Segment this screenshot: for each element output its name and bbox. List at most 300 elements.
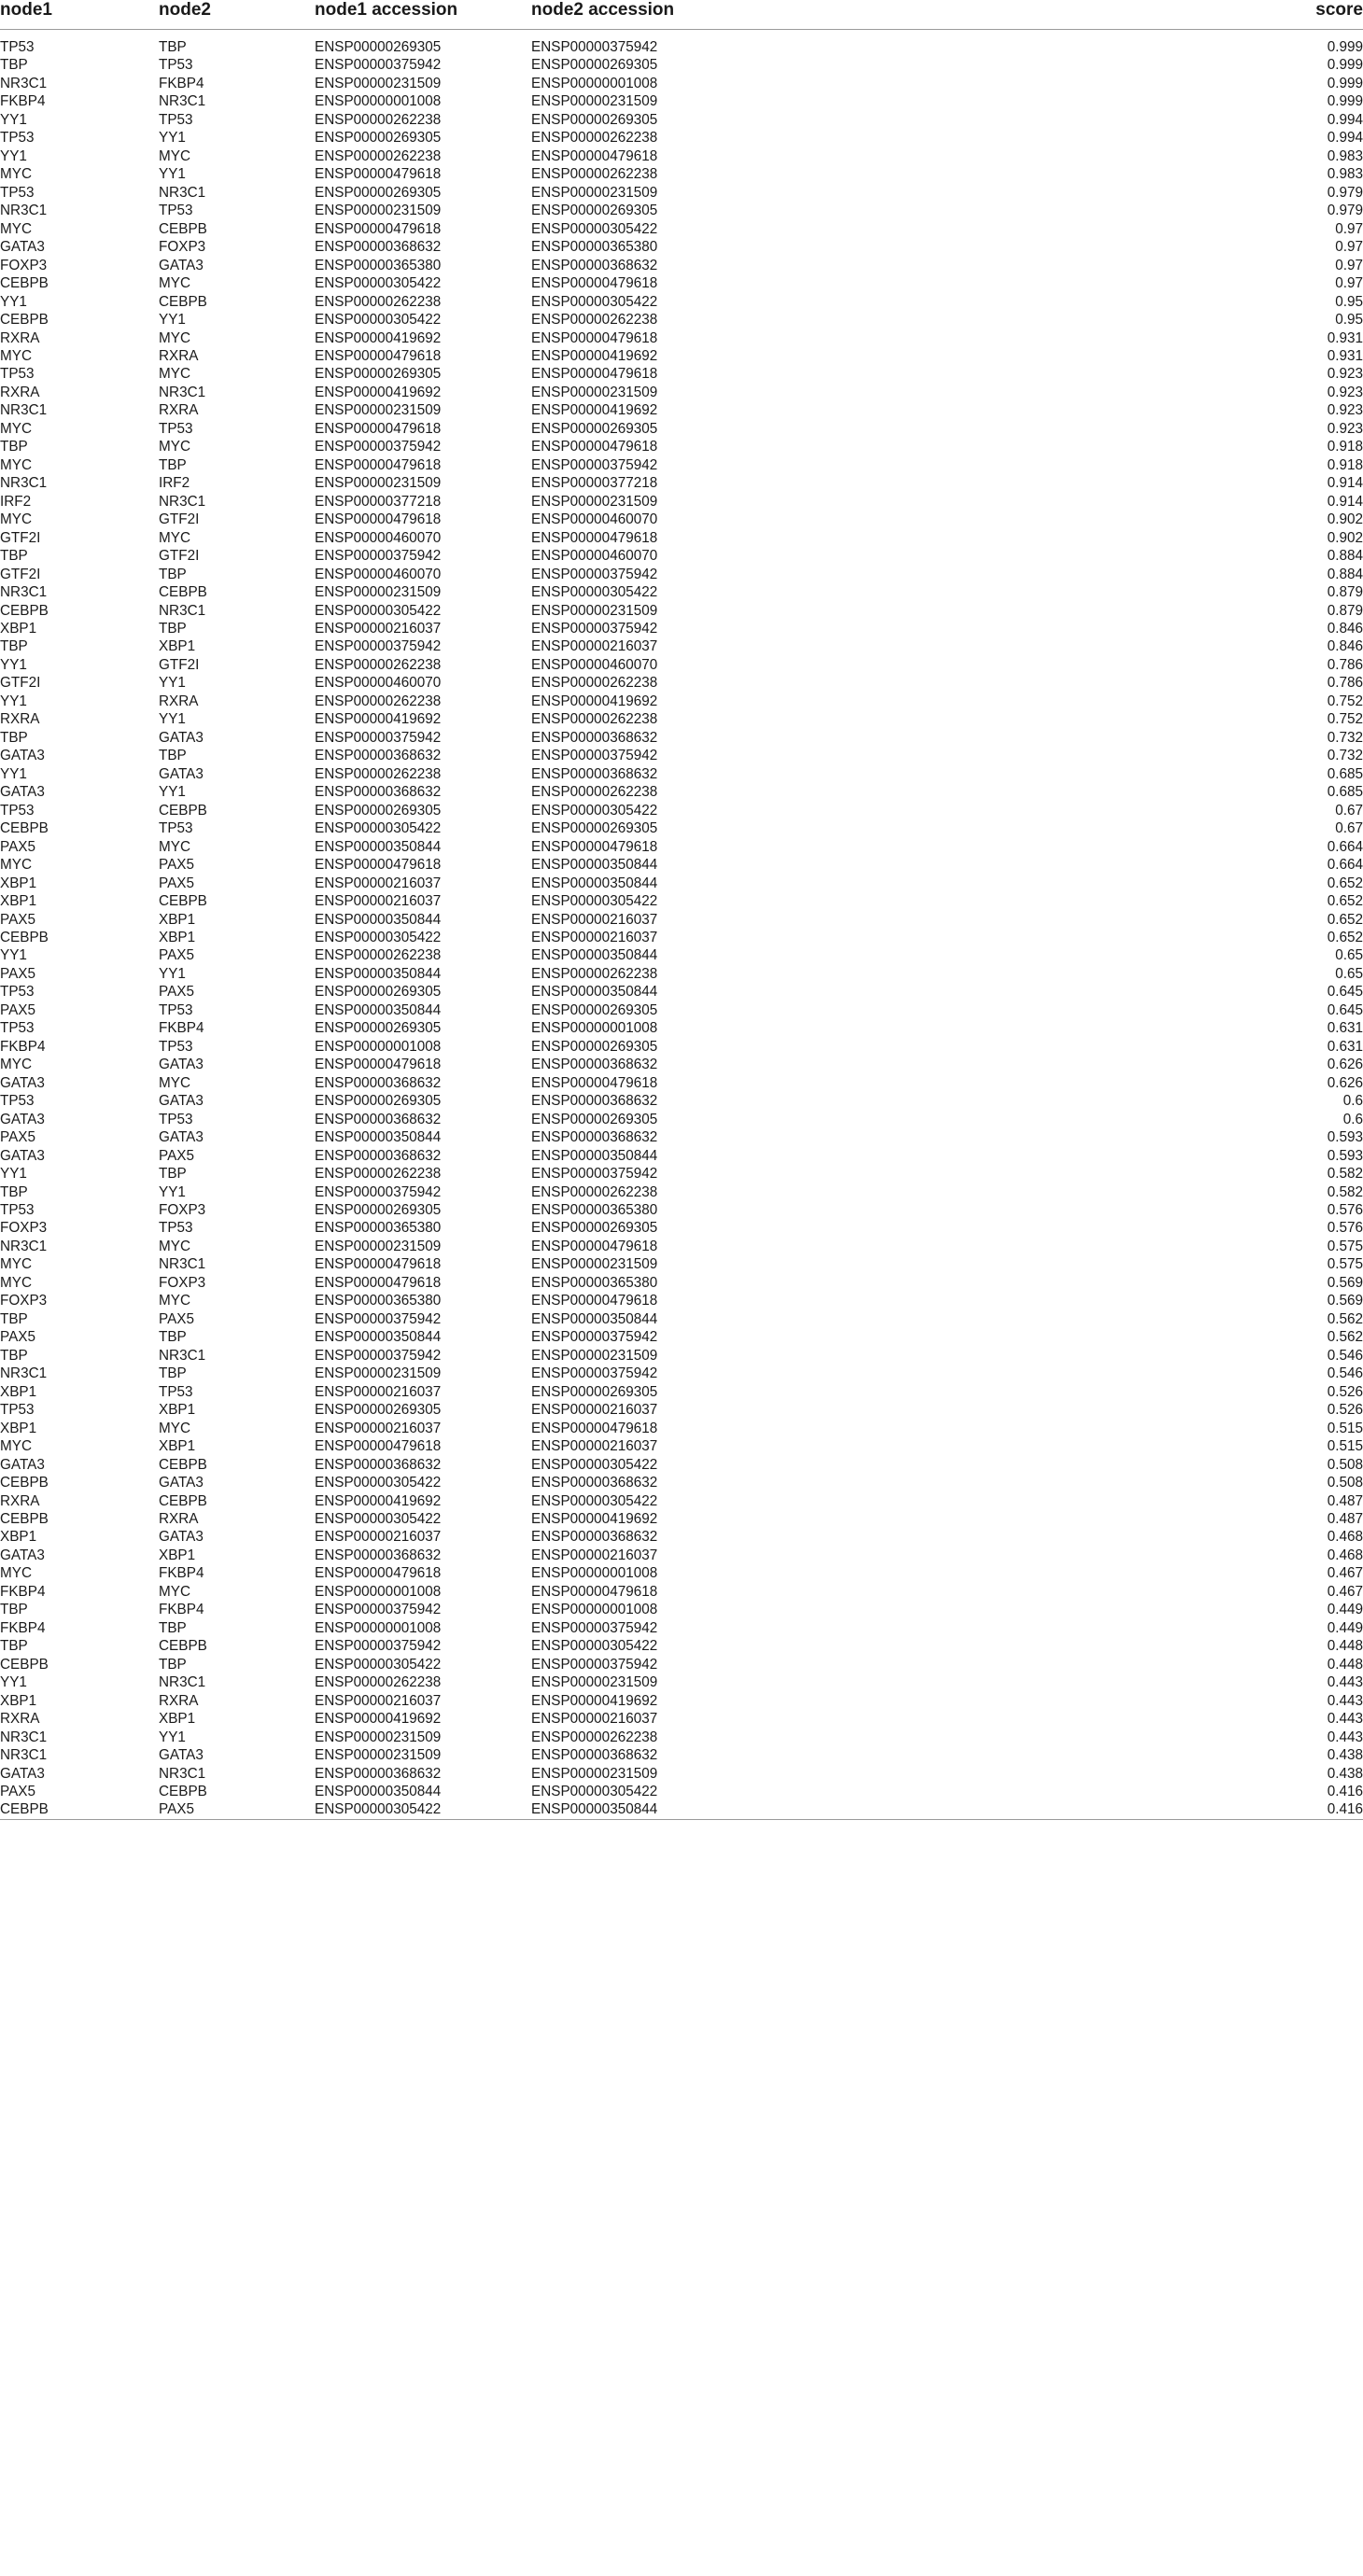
- score-cell: 0.582: [1327, 1166, 1363, 1183]
- table-row: [0, 220, 1363, 238]
- table-row: [0, 747, 1363, 764]
- node1-accession-cell: ENSP00000350844: [315, 1001, 442, 1018]
- node1-cell: YY1: [0, 293, 27, 310]
- node1-accession-cell: ENSP00000419692: [315, 384, 442, 400]
- node2-accession-cell: ENSP00000269305: [531, 111, 658, 128]
- node2-accession-cell: ENSP00000479618: [531, 275, 658, 292]
- table-row: [0, 1673, 1363, 1691]
- node1-cell: NR3C1: [0, 1238, 48, 1254]
- node2-accession-cell: ENSP00000377218: [531, 475, 658, 492]
- node1-accession-cell: ENSP00000375942: [315, 1638, 442, 1655]
- table-row: [0, 257, 1363, 274]
- score-cell: 0.994: [1327, 111, 1363, 128]
- table-row: [0, 656, 1363, 674]
- node2-cell: XBP1: [159, 911, 196, 928]
- header-node1-accession: node1 accession: [315, 0, 531, 30]
- node2-accession-cell: ENSP00000375942: [531, 456, 658, 473]
- node2-cell: TBP: [159, 1619, 187, 1636]
- node2-cell: TBP: [159, 566, 187, 582]
- node2-accession-cell: ENSP00000479618: [531, 1074, 658, 1091]
- score-cell: 0.468: [1327, 1547, 1363, 1563]
- score-cell: 0.438: [1327, 1765, 1363, 1782]
- node2-accession-cell: ENSP00000216037: [531, 1711, 658, 1728]
- table-row: [0, 1001, 1363, 1019]
- score-cell: 0.923: [1327, 402, 1363, 419]
- node1-cell: XBP1: [0, 1420, 37, 1436]
- node1-accession-cell: ENSP00000479618: [315, 857, 442, 874]
- table-row: [0, 274, 1363, 292]
- table-row: [0, 1347, 1363, 1365]
- score-cell: 0.732: [1327, 748, 1363, 764]
- node1-cell: CEBPB: [0, 1800, 159, 1819]
- table-row: [0, 1238, 1363, 1255]
- node2-cell: CEBPB: [159, 220, 207, 237]
- node1-cell: NR3C1: [0, 1365, 48, 1382]
- score-cell: 0.786: [1327, 656, 1363, 673]
- table-row: [0, 1765, 1363, 1783]
- node2-cell: GATA3: [159, 1529, 204, 1546]
- node2-cell: MYC: [159, 529, 190, 546]
- node2-accession-cell: ENSP00000305422: [531, 893, 658, 910]
- node1-cell: GTF2I: [0, 566, 41, 582]
- node2-accession-cell: ENSP00000479618: [531, 366, 658, 383]
- node1-cell: YY1: [0, 1674, 27, 1691]
- node2-accession-cell: ENSP00000305422: [531, 293, 658, 310]
- header-node2: node2: [159, 0, 315, 30]
- node2-cell: RXRA: [159, 1692, 199, 1709]
- node1-cell: PAX5: [0, 1129, 35, 1146]
- node2-cell: CEBPB: [159, 1456, 207, 1473]
- node2-accession-cell: ENSP00000216037: [531, 1438, 658, 1455]
- score-cell: 0.443: [1327, 1674, 1363, 1691]
- node2-cell: TBP: [159, 1656, 187, 1673]
- node2-accession-cell: ENSP00000350844: [531, 984, 658, 1001]
- node1-cell: MYC: [0, 511, 32, 528]
- score-cell: 0.67: [1335, 802, 1363, 819]
- node2-cell: GATA3: [159, 1129, 204, 1146]
- node1-accession-cell: ENSP00000001008: [315, 93, 442, 110]
- node2-accession-cell: ENSP00000231509: [531, 1765, 658, 1782]
- table-row: [0, 1637, 1363, 1655]
- node1-accession-cell: ENSP00000231509: [315, 1365, 442, 1382]
- node1-cell: MYC: [0, 1057, 32, 1073]
- node1-cell: MYC: [0, 1256, 32, 1273]
- table-row: [0, 1274, 1363, 1292]
- score-cell: 0.846: [1327, 638, 1363, 655]
- node1-cell: NR3C1: [0, 203, 48, 219]
- table-row: [0, 293, 1363, 311]
- node1-cell: TP53: [0, 366, 35, 383]
- node2-cell: TP53: [159, 1383, 193, 1400]
- table-row: [0, 1601, 1363, 1618]
- node2-accession-cell: ENSP00000262238: [531, 965, 658, 982]
- score-cell: 0.515: [1327, 1420, 1363, 1436]
- node2-cell: MYC: [159, 1238, 190, 1254]
- score-cell: 0.752: [1327, 693, 1363, 709]
- score-cell: 0.97: [1335, 275, 1363, 292]
- table-row: [0, 511, 1363, 528]
- node2-accession-cell: ENSP00000365380: [531, 1274, 658, 1291]
- node2-cell: MYC: [159, 439, 190, 455]
- table-row: [0, 1746, 1363, 1764]
- node1-accession-cell: ENSP00000375942: [315, 1183, 442, 1200]
- table-row: [0, 1583, 1363, 1601]
- node2-cell: NR3C1: [159, 493, 206, 510]
- node2-cell: TP53: [159, 111, 193, 128]
- node1-cell: XBP1: [0, 893, 37, 910]
- score-cell: 0.438: [1327, 1747, 1363, 1764]
- node1-accession-cell: ENSP00000231509: [315, 475, 442, 492]
- node1-accession-cell: ENSP00000216037: [315, 893, 442, 910]
- node2-accession-cell: ENSP00000305422: [531, 802, 658, 819]
- node2-accession-cell: ENSP00000269305: [531, 420, 658, 437]
- score-cell: 0.575: [1327, 1238, 1363, 1254]
- node1-cell: PAX5: [0, 838, 35, 855]
- score-cell: 0.95: [1335, 312, 1363, 329]
- table-row: [0, 129, 1363, 147]
- node2-cell: IRF2: [159, 475, 190, 492]
- table-row: [0, 1492, 1363, 1510]
- node2-accession-cell: ENSP00000350844: [531, 1800, 749, 1819]
- node1-accession-cell: ENSP00000375942: [315, 57, 442, 74]
- node1-accession-cell: ENSP00000262238: [315, 765, 442, 782]
- node2-cell: GTF2I: [159, 548, 200, 565]
- node1-accession-cell: ENSP00000368632: [315, 1147, 442, 1164]
- node2-accession-cell: ENSP00000216037: [531, 911, 658, 928]
- node2-accession-cell: ENSP00000419692: [531, 693, 658, 709]
- node2-accession-cell: ENSP00000368632: [531, 729, 658, 746]
- node1-cell: CEBPB: [0, 275, 49, 292]
- node2-accession-cell: ENSP00000231509: [531, 1256, 658, 1273]
- header-score: score: [749, 0, 1363, 30]
- score-cell: 0.983: [1327, 166, 1363, 183]
- node2-accession-cell: ENSP00000365380: [531, 239, 658, 256]
- node2-cell: TBP: [159, 1166, 187, 1183]
- node2-accession-cell: ENSP00000368632: [531, 1093, 658, 1110]
- node2-accession-cell: ENSP00000479618: [531, 1238, 658, 1254]
- score-cell: 0.879: [1327, 584, 1363, 601]
- node1-accession-cell: ENSP00000479618: [315, 1057, 442, 1073]
- node1-accession-cell: ENSP00000269305: [315, 130, 442, 147]
- score-cell: 0.6: [1342, 1111, 1363, 1127]
- table-row: [0, 1310, 1363, 1328]
- score-cell: 0.652: [1327, 929, 1363, 945]
- node1-accession-cell: ENSP00000375942: [315, 1347, 442, 1364]
- node1-cell: TBP: [0, 1638, 28, 1655]
- node1-accession-cell: ENSP00000001008: [315, 1583, 442, 1600]
- node1-accession-cell: ENSP00000305422: [315, 1475, 442, 1491]
- node2-accession-cell: ENSP00000375942: [531, 1365, 658, 1382]
- node1-cell: PAX5: [0, 1001, 35, 1018]
- node1-cell: CEBPB: [0, 1475, 49, 1491]
- score-cell: 0.994: [1327, 130, 1363, 147]
- table-row: [0, 1056, 1363, 1073]
- table-body: [0, 38, 1363, 1819]
- table-row: [0, 1800, 1363, 1819]
- node2-accession-cell: ENSP00000350844: [531, 947, 658, 964]
- node2-cell: XBP1: [159, 1402, 196, 1419]
- score-cell: 0.449: [1327, 1619, 1363, 1636]
- node1-accession-cell: ENSP00000305422: [315, 820, 442, 837]
- table-row: [0, 1165, 1363, 1183]
- node1-accession-cell: ENSP00000269305: [315, 802, 442, 819]
- table-row: [0, 384, 1363, 401]
- node1-accession-cell: ENSP00000365380: [315, 1293, 442, 1309]
- node1-accession-cell: ENSP00000479618: [315, 1274, 442, 1291]
- table-row: [0, 729, 1363, 747]
- node1-cell: TBP: [0, 57, 28, 74]
- node2-cell: CEBPB: [159, 802, 207, 819]
- node1-accession-cell: ENSP00000269305: [315, 1202, 442, 1218]
- score-cell: 0.448: [1327, 1656, 1363, 1673]
- node2-cell: TBP: [159, 1329, 187, 1346]
- table-row: [0, 1729, 1363, 1746]
- table-row: [0, 1420, 1363, 1437]
- score-cell: 0.546: [1327, 1365, 1363, 1382]
- node2-cell: RXRA: [159, 693, 199, 709]
- node1-cell: MYC: [0, 166, 32, 183]
- node2-accession-cell: ENSP00000305422: [531, 1492, 658, 1509]
- node1-accession-cell: ENSP00000262238: [315, 947, 442, 964]
- score-cell: 0.593: [1327, 1147, 1363, 1164]
- node1-cell: GATA3: [0, 1111, 45, 1127]
- node1-accession-cell: ENSP00000305422: [315, 1800, 531, 1819]
- node1-cell: FKBP4: [0, 1583, 46, 1600]
- node2-accession-cell: ENSP00000001008: [531, 75, 658, 91]
- node1-cell: TBP: [0, 1310, 28, 1327]
- node1-accession-cell: ENSP00000350844: [315, 1784, 442, 1799]
- score-cell: 0.652: [1327, 893, 1363, 910]
- score-cell: 0.884: [1327, 566, 1363, 582]
- node2-accession-cell: ENSP00000479618: [531, 1420, 658, 1436]
- node1-accession-cell: ENSP00000375942: [315, 1602, 442, 1618]
- node2-accession-cell: ENSP00000419692: [531, 402, 658, 419]
- node2-accession-cell: ENSP00000368632: [531, 1057, 658, 1073]
- node1-accession-cell: ENSP00000216037: [315, 1383, 442, 1400]
- node2-accession-cell: ENSP00000262238: [531, 166, 658, 183]
- node2-accession-cell: ENSP00000001008: [531, 1565, 658, 1582]
- table-row: [0, 75, 1363, 92]
- node2-accession-cell: ENSP00000231509: [531, 1347, 658, 1364]
- node1-accession-cell: ENSP00000350844: [315, 838, 442, 855]
- node2-cell: CEBPB: [159, 893, 207, 910]
- node1-accession-cell: ENSP00000479618: [315, 511, 442, 528]
- node2-cell: FKBP4: [159, 1020, 204, 1037]
- table-row: [0, 1365, 1363, 1382]
- node1-cell: CEBPB: [0, 602, 49, 619]
- node2-cell: YY1: [159, 784, 186, 801]
- node1-accession-cell: ENSP00000479618: [315, 420, 442, 437]
- node1-accession-cell: ENSP00000460070: [315, 529, 442, 546]
- node1-cell: FOXP3: [0, 1220, 48, 1237]
- node1-cell: TP53: [0, 984, 35, 1001]
- node1-cell: MYC: [0, 1565, 32, 1582]
- score-cell: 0.67: [1335, 820, 1363, 837]
- score-cell: 0.569: [1327, 1293, 1363, 1309]
- node1-accession-cell: ENSP00000001008: [315, 1038, 442, 1055]
- node1-accession-cell: ENSP00000231509: [315, 203, 442, 219]
- node2-cell: GATA3: [159, 1057, 204, 1073]
- node1-cell: NR3C1: [0, 1729, 48, 1745]
- node1-accession-cell: ENSP00000262238: [315, 1166, 442, 1183]
- node2-cell: GATA3: [159, 1747, 204, 1764]
- node1-cell: XBP1: [0, 1692, 37, 1709]
- node2-accession-cell: ENSP00000375942: [531, 1656, 658, 1673]
- node2-accession-cell: ENSP00000269305: [531, 57, 658, 74]
- table-row: [0, 420, 1363, 438]
- node2-cell: GATA3: [159, 765, 204, 782]
- score-cell: 0.645: [1327, 1001, 1363, 1018]
- node2-cell: MYC: [159, 366, 190, 383]
- node1-accession-cell: ENSP00000231509: [315, 1747, 442, 1764]
- node1-accession-cell: ENSP00000375942: [315, 548, 442, 565]
- node1-cell: CEBPB: [0, 1510, 49, 1527]
- node1-accession-cell: ENSP00000262238: [315, 693, 442, 709]
- node2-accession-cell: ENSP00000350844: [531, 875, 658, 891]
- node2-accession-cell: ENSP00000368632: [531, 257, 658, 273]
- node2-accession-cell: ENSP00000419692: [531, 1692, 658, 1709]
- node1-accession-cell: ENSP00000479618: [315, 1438, 442, 1455]
- score-cell: 0.582: [1327, 1183, 1363, 1200]
- node1-accession-cell: ENSP00000479618: [315, 220, 442, 237]
- table-row: [0, 765, 1363, 783]
- node2-accession-cell: ENSP00000375942: [531, 566, 658, 582]
- score-cell: 0.931: [1327, 329, 1363, 346]
- node2-cell: GATA3: [159, 729, 204, 746]
- node2-accession-cell: ENSP00000305422: [531, 1638, 658, 1655]
- node2-accession-cell: ENSP00000262238: [531, 1729, 658, 1745]
- table-row: [0, 456, 1363, 474]
- table-row: [0, 1128, 1363, 1146]
- table-row: [0, 1019, 1363, 1037]
- table-row: [0, 1292, 1363, 1309]
- score-cell: 0.664: [1327, 857, 1363, 874]
- node1-accession-cell: ENSP00000269305: [315, 1093, 442, 1110]
- node2-accession-cell: ENSP00000269305: [531, 1111, 658, 1127]
- node2-cell: FOXP3: [159, 1274, 206, 1291]
- table-row: [0, 1038, 1363, 1056]
- node1-accession-cell: ENSP00000419692: [315, 329, 442, 346]
- node1-cell: TBP: [0, 638, 28, 655]
- node1-accession-cell: ENSP00000460070: [315, 675, 442, 692]
- score-cell: 0.902: [1327, 511, 1363, 528]
- node2-accession-cell: ENSP00000479618: [531, 439, 658, 455]
- table-row: [0, 1255, 1363, 1273]
- score-cell: 0.923: [1327, 366, 1363, 383]
- score-cell: 0.999: [1327, 57, 1363, 74]
- table-row: [0, 401, 1363, 419]
- node2-cell: TBP: [159, 748, 187, 764]
- score-cell: 0.685: [1327, 784, 1363, 801]
- node1-accession-cell: ENSP00000231509: [315, 402, 442, 419]
- table-row: [0, 1201, 1363, 1219]
- node1-accession-cell: ENSP00000368632: [315, 239, 442, 256]
- node1-accession-cell: ENSP00000262238: [315, 111, 442, 128]
- table-row: [0, 1092, 1363, 1110]
- node2-cell: PAX5: [159, 1800, 315, 1819]
- node1-cell: GATA3: [0, 1456, 45, 1473]
- node1-accession-cell: ENSP00000305422: [315, 929, 442, 945]
- table-row: [0, 238, 1363, 256]
- score-cell: 0.569: [1327, 1274, 1363, 1291]
- score-cell: 0.999: [1327, 39, 1363, 55]
- node2-cell: FKBP4: [159, 75, 204, 91]
- node2-cell: NR3C1: [159, 1347, 206, 1364]
- node2-cell: RXRA: [159, 402, 199, 419]
- score-cell: 0.443: [1327, 1711, 1363, 1728]
- table-row: [0, 111, 1363, 129]
- node1-cell: PAX5: [0, 1329, 35, 1346]
- node1-cell: NR3C1: [0, 475, 48, 492]
- node2-cell: MYC: [159, 1420, 190, 1436]
- node1-cell: NR3C1: [0, 402, 48, 419]
- node1-accession-cell: ENSP00000305422: [315, 1510, 442, 1527]
- score-cell: 0.923: [1327, 384, 1363, 400]
- node1-accession-cell: ENSP00000375942: [315, 439, 442, 455]
- node2-cell: NR3C1: [159, 602, 206, 619]
- score-cell: 0.914: [1327, 493, 1363, 510]
- score-cell: 0.576: [1327, 1202, 1363, 1218]
- node2-accession-cell: ENSP00000460070: [531, 548, 658, 565]
- node1-cell: PAX5: [0, 911, 35, 928]
- score-cell: 0.923: [1327, 420, 1363, 437]
- node2-cell: GTF2I: [159, 656, 200, 673]
- node2-accession-cell: ENSP00000375942: [531, 39, 658, 55]
- node1-accession-cell: ENSP00000216037: [315, 621, 442, 637]
- node1-cell: CEBPB: [0, 312, 49, 329]
- node1-cell: MYC: [0, 347, 32, 364]
- table-row: [0, 620, 1363, 637]
- node1-accession-cell: ENSP00000375942: [315, 1310, 442, 1327]
- node1-cell: MYC: [0, 1274, 32, 1291]
- node1-cell: TBP: [0, 1183, 28, 1200]
- score-cell: 0.508: [1327, 1456, 1363, 1473]
- node1-cell: TP53: [0, 39, 35, 55]
- node2-cell: TBP: [159, 39, 187, 55]
- node1-accession-cell: ENSP00000479618: [315, 1256, 442, 1273]
- node1-cell: TBP: [0, 1602, 28, 1618]
- score-cell: 0.631: [1327, 1038, 1363, 1055]
- table-row: [0, 602, 1363, 620]
- node1-cell: TP53: [0, 1402, 35, 1419]
- score-cell: 0.487: [1327, 1492, 1363, 1509]
- score-cell: 0.515: [1327, 1438, 1363, 1455]
- node1-accession-cell: ENSP00000350844: [315, 965, 442, 982]
- node2-accession-cell: ENSP00000479618: [531, 329, 658, 346]
- node1-cell: YY1: [0, 1166, 27, 1183]
- node1-accession-cell: ENSP00000001008: [315, 1619, 442, 1636]
- table-row: [0, 1456, 1363, 1474]
- score-cell: 0.685: [1327, 765, 1363, 782]
- node2-accession-cell: ENSP00000460070: [531, 656, 658, 673]
- table-row: [0, 965, 1363, 983]
- node1-accession-cell: ENSP00000365380: [315, 1220, 442, 1237]
- table-row: [0, 547, 1363, 565]
- node1-cell: TBP: [0, 439, 28, 455]
- node1-accession-cell: ENSP00000377218: [315, 493, 442, 510]
- node1-cell: CEBPB: [0, 1656, 49, 1673]
- table-row: [0, 1528, 1363, 1546]
- table-row: [0, 1710, 1363, 1728]
- table-row: [0, 710, 1363, 728]
- node2-cell: CEBPB: [159, 293, 207, 310]
- node2-accession-cell: ENSP00000479618: [531, 529, 658, 546]
- score-cell: 0.914: [1327, 475, 1363, 492]
- node2-accession-cell: ENSP00000269305: [531, 820, 658, 837]
- node1-accession-cell: ENSP00000262238: [315, 293, 442, 310]
- table-row: [0, 783, 1363, 801]
- table-row: [0, 92, 1363, 110]
